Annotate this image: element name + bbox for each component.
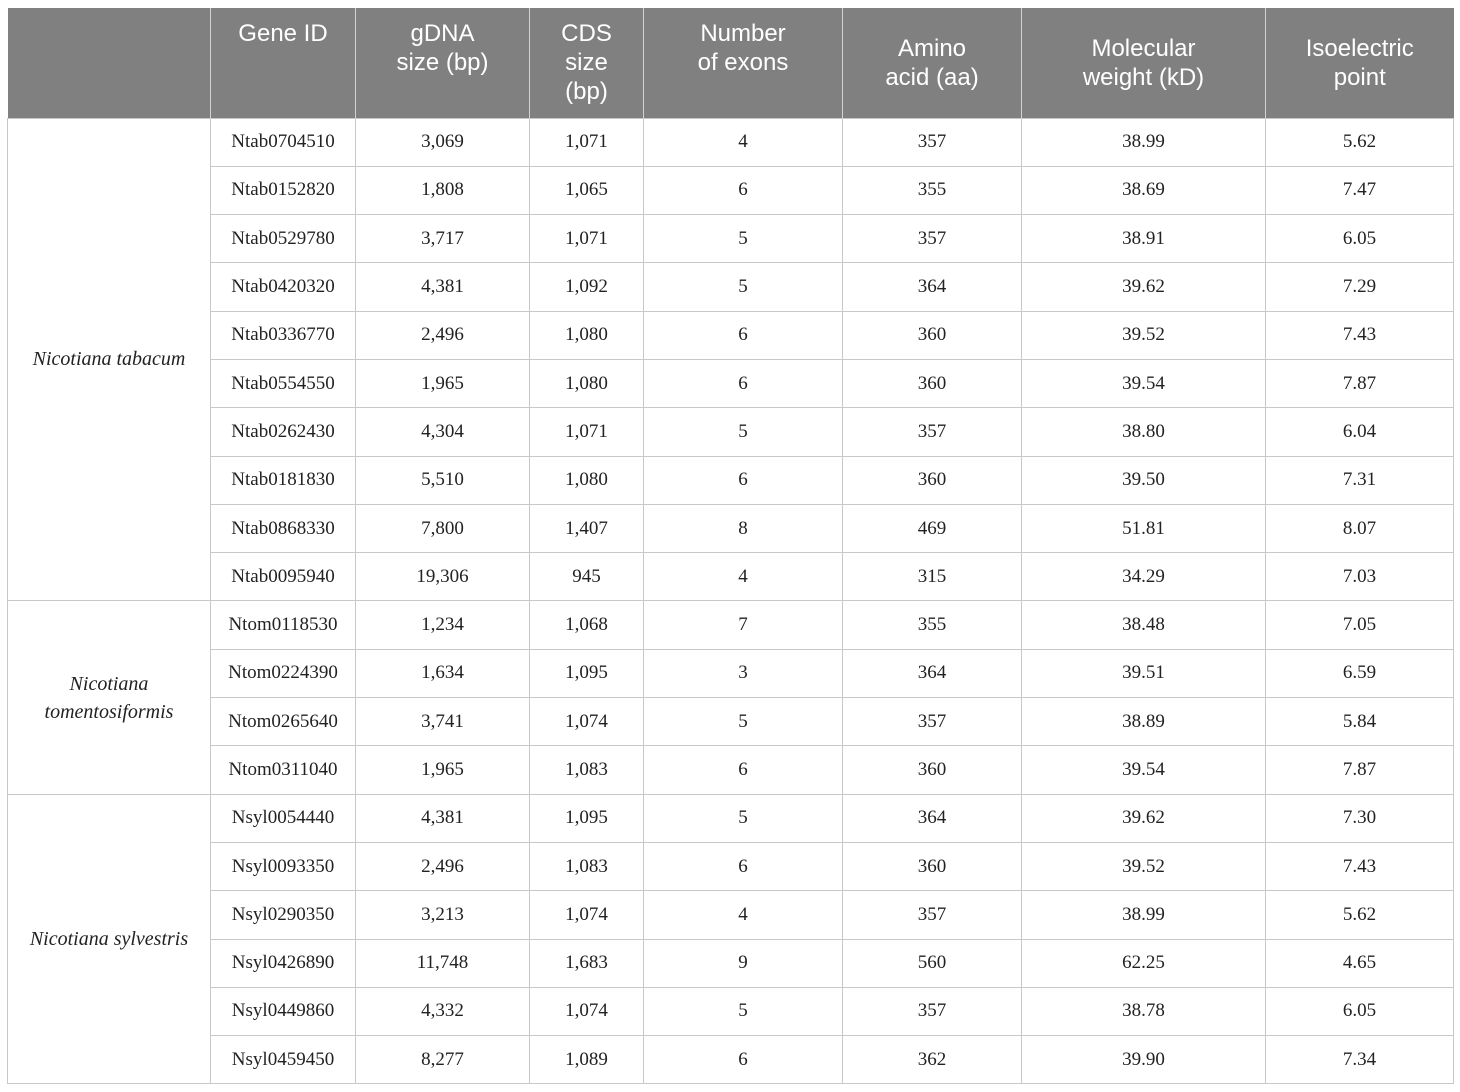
number-of-exons-cell: 6 xyxy=(644,1036,843,1084)
cds-size-cell: 1,074 xyxy=(530,698,644,746)
number-of-exons-cell: 5 xyxy=(644,408,843,456)
number-of-exons-cell: 5 xyxy=(644,698,843,746)
amino-acid-cell: 362 xyxy=(843,1036,1022,1084)
table-row xyxy=(8,601,1454,649)
amino-acid-cell: 357 xyxy=(843,408,1022,456)
number-of-exons-cell: 5 xyxy=(644,987,843,1035)
gdna-size-cell: 3,213 xyxy=(356,891,530,939)
gene-id-cell: Ntab0262430 xyxy=(211,408,356,456)
isoelectric-point-cell: 7.03 xyxy=(1266,553,1454,601)
amino-acid-cell: 315 xyxy=(843,553,1022,601)
cds-size-cell: 1,071 xyxy=(530,408,644,456)
cds-size-cell: 1,068 xyxy=(530,601,644,649)
gene-id-cell: Nsyl0459450 xyxy=(211,1036,356,1084)
amino-acid-cell: 364 xyxy=(843,263,1022,311)
isoelectric-point-cell: 5.84 xyxy=(1266,698,1454,746)
molecular-weight-cell: 39.52 xyxy=(1022,842,1266,890)
gene-properties-table xyxy=(7,8,1454,1084)
gene-id-cell: Ntom0265640 xyxy=(211,698,356,746)
isoelectric-point-cell: 6.04 xyxy=(1266,408,1454,456)
molecular-weight-cell: 38.89 xyxy=(1022,698,1266,746)
gdna-size-cell: 1,965 xyxy=(356,359,530,407)
gene-id-cell: Ntom0118530 xyxy=(211,601,356,649)
gene-id-cell: Nsyl0290350 xyxy=(211,891,356,939)
table-row xyxy=(8,842,1454,890)
table-row xyxy=(8,746,1454,794)
gene-id-cell: Nsyl0426890 xyxy=(211,939,356,987)
amino-acid-cell: 357 xyxy=(843,118,1022,166)
number-of-exons-cell: 6 xyxy=(644,746,843,794)
cds-size-cell: 1,080 xyxy=(530,359,644,407)
number-of-exons-cell: 6 xyxy=(644,842,843,890)
number-of-exons-cell: 9 xyxy=(644,939,843,987)
gdna-size-cell: 4,381 xyxy=(356,263,530,311)
gdna-size-cell: 1,808 xyxy=(356,166,530,214)
table-row xyxy=(8,504,1454,552)
molecular-weight-cell: 34.29 xyxy=(1022,553,1266,601)
gdna-size-cell: 3,741 xyxy=(356,698,530,746)
species-cell: Nicotiana tabacum xyxy=(8,118,211,601)
number-of-exons-cell: 6 xyxy=(644,456,843,504)
number-of-exons-cell: 4 xyxy=(644,118,843,166)
table-row xyxy=(8,215,1454,263)
isoelectric-point-cell: 6.05 xyxy=(1266,215,1454,263)
header-number-of-exons: Number of exons xyxy=(644,8,843,118)
isoelectric-point-cell: 7.31 xyxy=(1266,456,1454,504)
amino-acid-cell: 364 xyxy=(843,649,1022,697)
molecular-weight-cell: 39.62 xyxy=(1022,263,1266,311)
header-isoelectric-point: Isoelectric point xyxy=(1266,8,1454,118)
isoelectric-point-cell: 7.29 xyxy=(1266,263,1454,311)
molecular-weight-cell: 39.54 xyxy=(1022,359,1266,407)
isoelectric-point-cell: 6.05 xyxy=(1266,987,1454,1035)
gene-id-cell: Ntab0868330 xyxy=(211,504,356,552)
number-of-exons-cell: 5 xyxy=(644,263,843,311)
number-of-exons-cell: 4 xyxy=(644,891,843,939)
header-species xyxy=(8,8,211,118)
amino-acid-cell: 360 xyxy=(843,311,1022,359)
molecular-weight-cell: 39.50 xyxy=(1022,456,1266,504)
isoelectric-point-cell: 7.30 xyxy=(1266,794,1454,842)
cds-size-cell: 945 xyxy=(530,553,644,601)
cds-size-cell: 1,683 xyxy=(530,939,644,987)
table-body xyxy=(8,118,1454,1084)
species-cell: Nicotiana tomentosiformis xyxy=(8,601,211,794)
molecular-weight-cell: 38.78 xyxy=(1022,987,1266,1035)
cds-size-cell: 1,407 xyxy=(530,504,644,552)
table-row xyxy=(8,553,1454,601)
molecular-weight-cell: 39.62 xyxy=(1022,794,1266,842)
gdna-size-cell: 5,510 xyxy=(356,456,530,504)
header-molecular-weight: Molecular weight (kD) xyxy=(1022,8,1266,118)
number-of-exons-cell: 5 xyxy=(644,794,843,842)
gdna-size-cell: 7,800 xyxy=(356,504,530,552)
gdna-size-cell: 1,965 xyxy=(356,746,530,794)
isoelectric-point-cell: 8.07 xyxy=(1266,504,1454,552)
table-row xyxy=(8,939,1454,987)
molecular-weight-cell: 51.81 xyxy=(1022,504,1266,552)
gdna-size-cell: 19,306 xyxy=(356,553,530,601)
amino-acid-cell: 355 xyxy=(843,601,1022,649)
table-row xyxy=(8,794,1454,842)
cds-size-cell: 1,080 xyxy=(530,311,644,359)
number-of-exons-cell: 6 xyxy=(644,311,843,359)
number-of-exons-cell: 6 xyxy=(644,359,843,407)
amino-acid-cell: 360 xyxy=(843,842,1022,890)
table-row xyxy=(8,987,1454,1035)
isoelectric-point-cell: 4.65 xyxy=(1266,939,1454,987)
molecular-weight-cell: 38.69 xyxy=(1022,166,1266,214)
isoelectric-point-cell: 5.62 xyxy=(1266,118,1454,166)
gene-id-cell: Ntab0152820 xyxy=(211,166,356,214)
gene-id-cell: Nsyl0093350 xyxy=(211,842,356,890)
gene-id-cell: Ntab0336770 xyxy=(211,311,356,359)
cds-size-cell: 1,065 xyxy=(530,166,644,214)
amino-acid-cell: 357 xyxy=(843,987,1022,1035)
amino-acid-cell: 360 xyxy=(843,456,1022,504)
amino-acid-cell: 360 xyxy=(843,359,1022,407)
gene-id-cell: Ntab0095940 xyxy=(211,553,356,601)
table-row xyxy=(8,263,1454,311)
number-of-exons-cell: 5 xyxy=(644,215,843,263)
molecular-weight-cell: 39.51 xyxy=(1022,649,1266,697)
gene-id-cell: Ntab0529780 xyxy=(211,215,356,263)
gdna-size-cell: 3,717 xyxy=(356,215,530,263)
molecular-weight-cell: 62.25 xyxy=(1022,939,1266,987)
molecular-weight-cell: 38.80 xyxy=(1022,408,1266,456)
header-cds-size: CDS size (bp) xyxy=(530,8,644,118)
cds-size-cell: 1,074 xyxy=(530,891,644,939)
gdna-size-cell: 1,634 xyxy=(356,649,530,697)
gene-id-cell: Ntab0181830 xyxy=(211,456,356,504)
molecular-weight-cell: 39.90 xyxy=(1022,1036,1266,1084)
cds-size-cell: 1,071 xyxy=(530,118,644,166)
cds-size-cell: 1,080 xyxy=(530,456,644,504)
table-header xyxy=(8,8,1454,118)
amino-acid-cell: 357 xyxy=(843,215,1022,263)
gdna-size-cell: 8,277 xyxy=(356,1036,530,1084)
molecular-weight-cell: 38.99 xyxy=(1022,118,1266,166)
amino-acid-cell: 357 xyxy=(843,698,1022,746)
isoelectric-point-cell: 7.43 xyxy=(1266,311,1454,359)
molecular-weight-cell: 38.48 xyxy=(1022,601,1266,649)
number-of-exons-cell: 3 xyxy=(644,649,843,697)
molecular-weight-cell: 39.54 xyxy=(1022,746,1266,794)
molecular-weight-cell: 38.91 xyxy=(1022,215,1266,263)
isoelectric-point-cell: 7.87 xyxy=(1266,746,1454,794)
table-row xyxy=(8,166,1454,214)
gene-id-cell: Nsyl0449860 xyxy=(211,987,356,1035)
table-row xyxy=(8,698,1454,746)
gdna-size-cell: 4,304 xyxy=(356,408,530,456)
number-of-exons-cell: 8 xyxy=(644,504,843,552)
number-of-exons-cell: 6 xyxy=(644,166,843,214)
isoelectric-point-cell: 6.59 xyxy=(1266,649,1454,697)
amino-acid-cell: 360 xyxy=(843,746,1022,794)
cds-size-cell: 1,083 xyxy=(530,746,644,794)
species-cell: Nicotiana sylvestris xyxy=(8,794,211,1084)
isoelectric-point-cell: 7.87 xyxy=(1266,359,1454,407)
gdna-size-cell: 1,234 xyxy=(356,601,530,649)
amino-acid-cell: 560 xyxy=(843,939,1022,987)
table-row xyxy=(8,311,1454,359)
cds-size-cell: 1,092 xyxy=(530,263,644,311)
table-row xyxy=(8,359,1454,407)
gene-id-cell: Nsyl0054440 xyxy=(211,794,356,842)
gene-id-cell: Ntab0554550 xyxy=(211,359,356,407)
cds-size-cell: 1,071 xyxy=(530,215,644,263)
table-row xyxy=(8,891,1454,939)
gene-id-cell: Ntom0224390 xyxy=(211,649,356,697)
header-gdna-size: gDNA size (bp) xyxy=(356,8,530,118)
gdna-size-cell: 11,748 xyxy=(356,939,530,987)
gene-id-cell: Ntab0704510 xyxy=(211,118,356,166)
isoelectric-point-cell: 7.43 xyxy=(1266,842,1454,890)
gene-id-cell: Ntom0311040 xyxy=(211,746,356,794)
cds-size-cell: 1,095 xyxy=(530,649,644,697)
table-row xyxy=(8,408,1454,456)
isoelectric-point-cell: 7.34 xyxy=(1266,1036,1454,1084)
number-of-exons-cell: 7 xyxy=(644,601,843,649)
molecular-weight-cell: 39.52 xyxy=(1022,311,1266,359)
amino-acid-cell: 357 xyxy=(843,891,1022,939)
gdna-size-cell: 2,496 xyxy=(356,311,530,359)
cds-size-cell: 1,089 xyxy=(530,1036,644,1084)
table-row xyxy=(8,1036,1454,1084)
cds-size-cell: 1,095 xyxy=(530,794,644,842)
cds-size-cell: 1,074 xyxy=(530,987,644,1035)
isoelectric-point-cell: 7.47 xyxy=(1266,166,1454,214)
gene-id-cell: Ntab0420320 xyxy=(211,263,356,311)
isoelectric-point-cell: 5.62 xyxy=(1266,891,1454,939)
header-amino-acid: Amino acid (aa) xyxy=(843,8,1022,118)
amino-acid-cell: 364 xyxy=(843,794,1022,842)
table-row xyxy=(8,456,1454,504)
header-row xyxy=(8,8,1454,118)
table-row xyxy=(8,649,1454,697)
cds-size-cell: 1,083 xyxy=(530,842,644,890)
number-of-exons-cell: 4 xyxy=(644,553,843,601)
amino-acid-cell: 355 xyxy=(843,166,1022,214)
gdna-size-cell: 3,069 xyxy=(356,118,530,166)
table-row xyxy=(8,118,1454,166)
molecular-weight-cell: 38.99 xyxy=(1022,891,1266,939)
amino-acid-cell: 469 xyxy=(843,504,1022,552)
gdna-size-cell: 2,496 xyxy=(356,842,530,890)
gdna-size-cell: 4,332 xyxy=(356,987,530,1035)
isoelectric-point-cell: 7.05 xyxy=(1266,601,1454,649)
gdna-size-cell: 4,381 xyxy=(356,794,530,842)
header-gene-id: Gene ID xyxy=(211,8,356,118)
